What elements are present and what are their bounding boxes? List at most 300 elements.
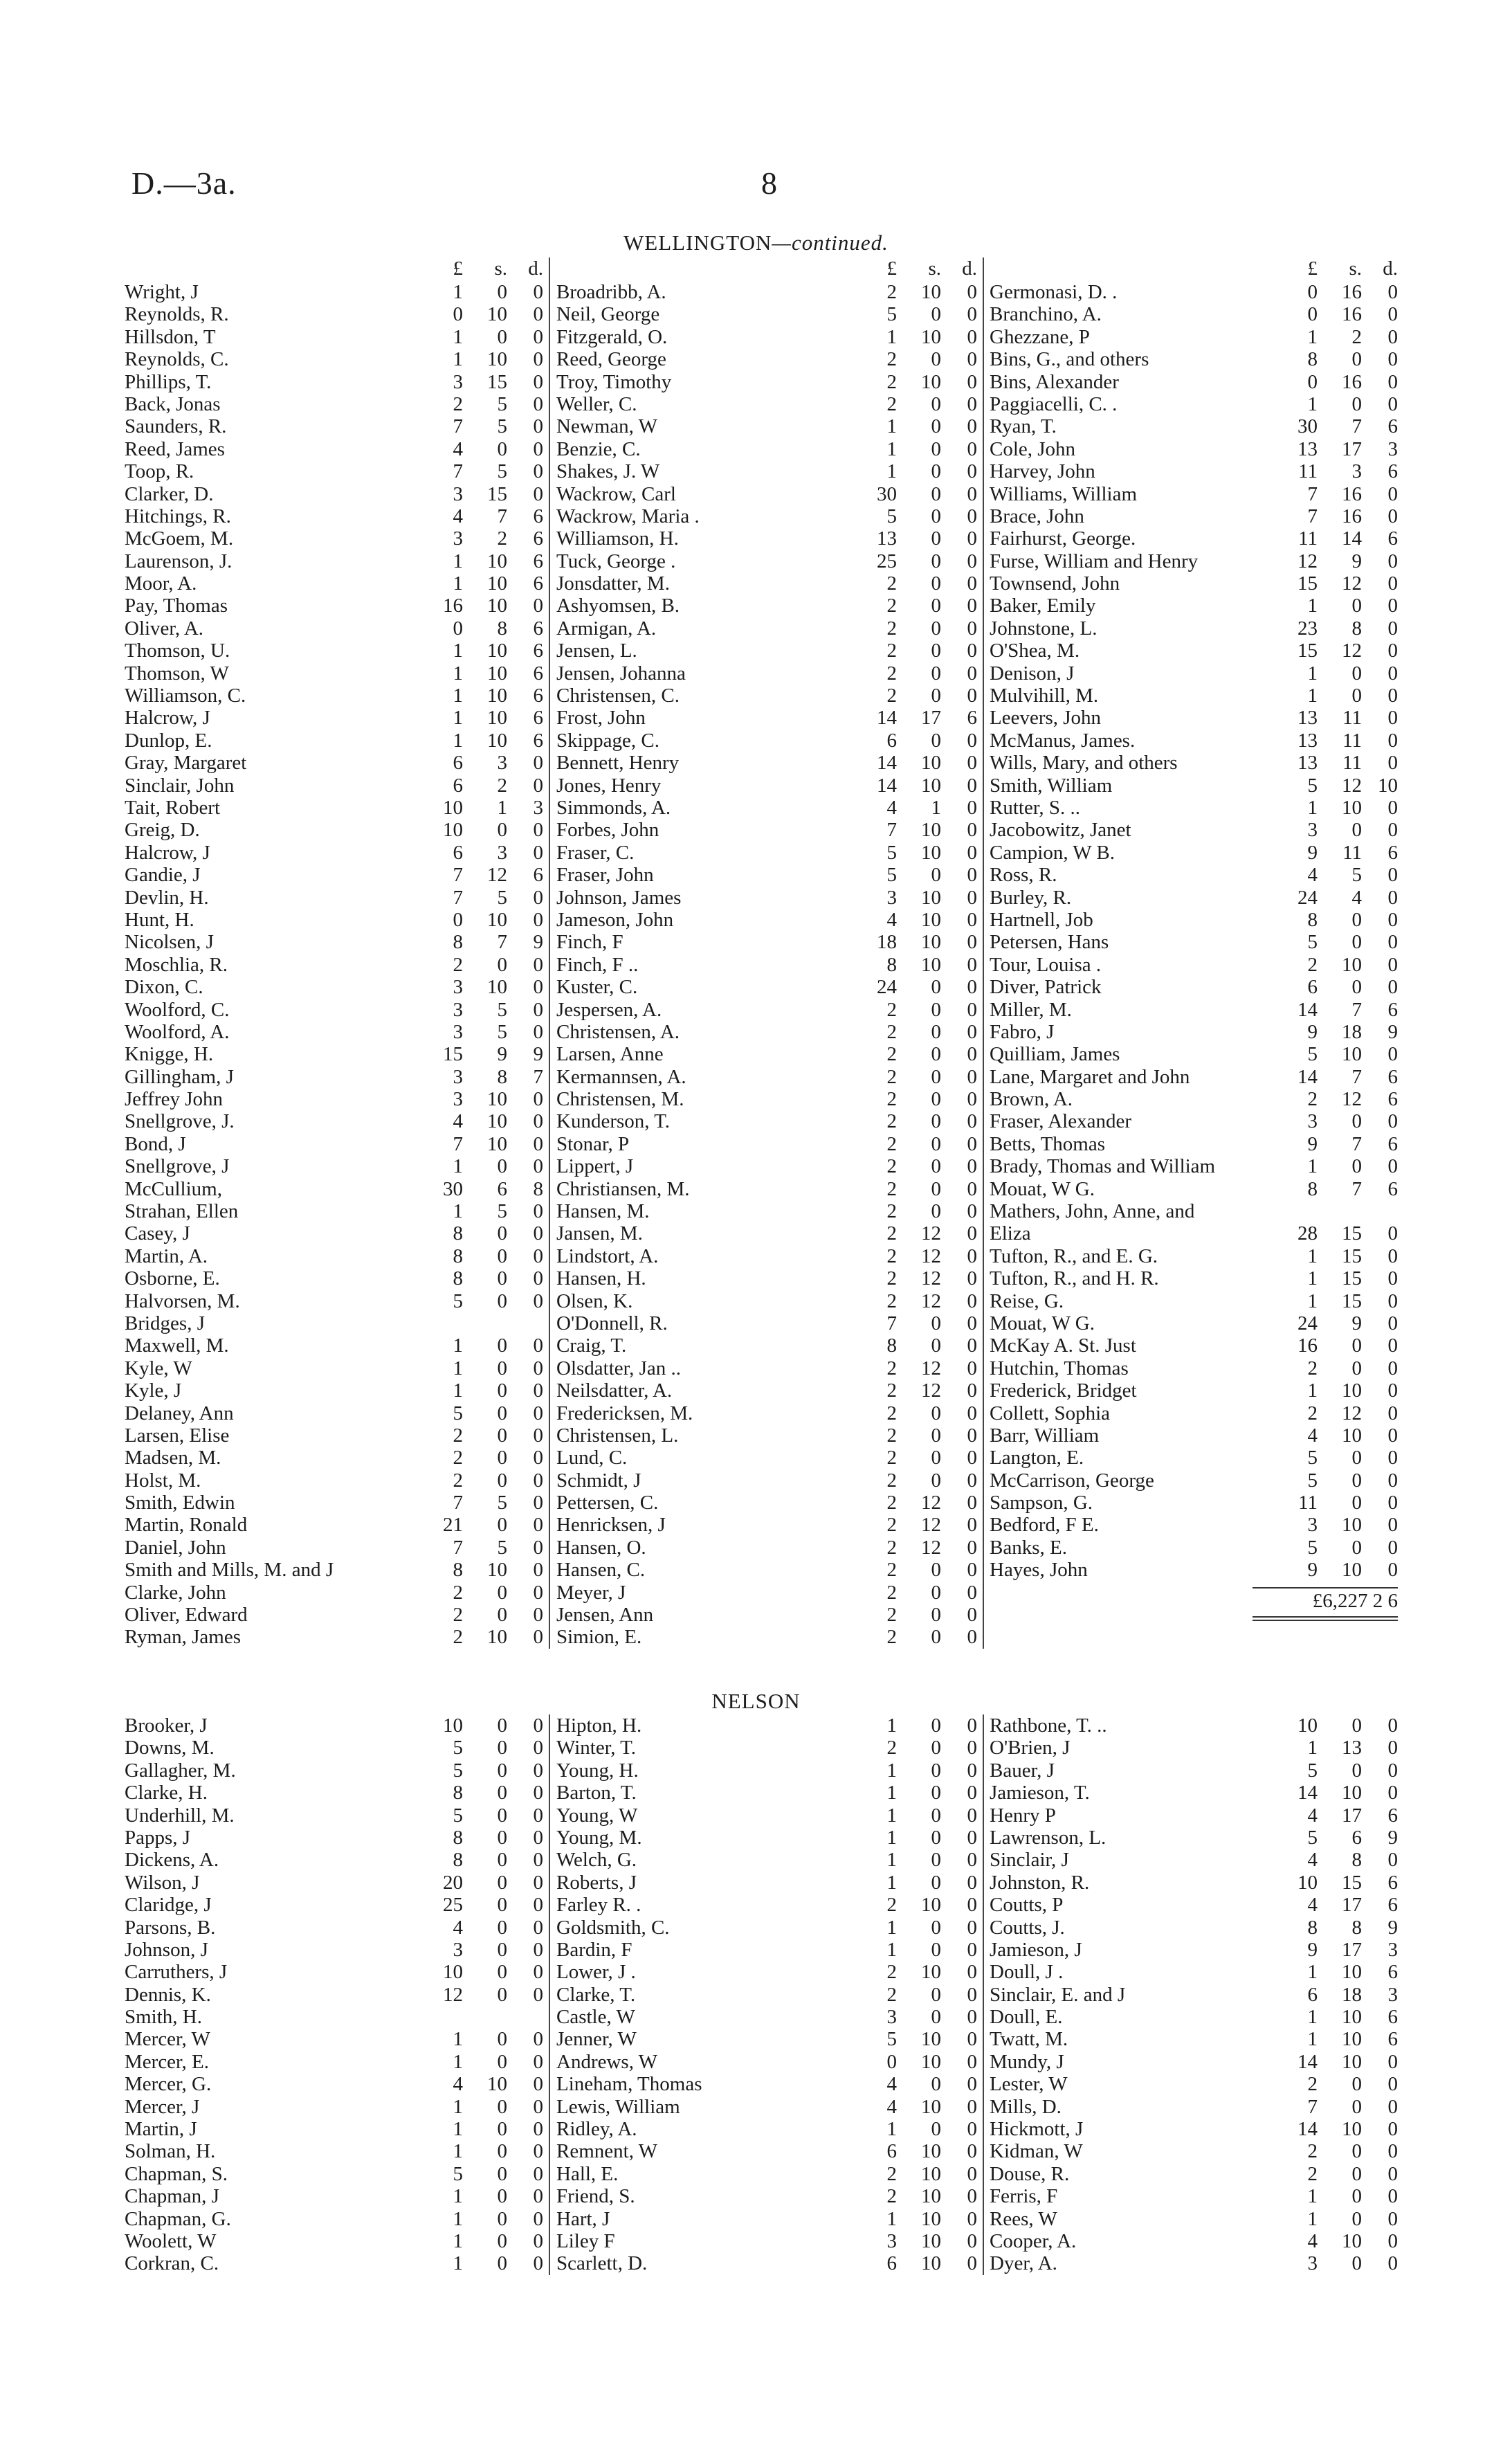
cell-pence: 0 — [1387, 1379, 1398, 1402]
cell-name: Smith, William — [990, 774, 1113, 797]
cell-pence: 0 — [533, 1424, 543, 1447]
cell-pence: 0 — [1387, 752, 1398, 775]
cell-pence: 0 — [967, 505, 977, 527]
cell-pence: 6 — [533, 527, 543, 550]
table-row — [556, 954, 977, 976]
cell-pounds: 1 — [1307, 2207, 1318, 2230]
cell-shillings: 17 — [1342, 437, 1362, 460]
cell-pounds: 1 — [1307, 1737, 1318, 1759]
cell-pence: 0 — [533, 1871, 543, 1894]
cell-pounds: 3 — [886, 886, 897, 909]
cell-shillings: 16 — [1342, 281, 1362, 303]
cell-shillings: 0 — [1351, 1714, 1362, 1737]
table-row — [125, 976, 543, 998]
cell-shillings: 9 — [497, 1043, 507, 1066]
cell-shillings: 0 — [931, 729, 941, 752]
cell-pounds: 15 — [1297, 572, 1318, 595]
unit-d: d. — [1383, 257, 1398, 280]
cell-shillings: 0 — [931, 1402, 941, 1424]
section-title-nelson — [0, 1689, 1512, 1714]
table-row — [556, 1514, 977, 1536]
cell-pence: 0 — [1387, 572, 1398, 595]
cell-name: Underhill, M. — [125, 1804, 235, 1827]
cell-pence: 0 — [967, 1604, 977, 1627]
table-row — [125, 1559, 543, 1581]
cell-shillings: 10 — [921, 2095, 941, 2118]
cell-shillings: 0 — [497, 1469, 507, 1492]
cell-pence: 0 — [967, 2229, 977, 2252]
cell-shillings: 0 — [497, 2229, 507, 2252]
cell-name: Armigan, A. — [556, 617, 657, 640]
cell-shillings: 12 — [921, 1267, 941, 1290]
table-row — [125, 999, 543, 1021]
cell-name: Kunderson, T. — [556, 1110, 671, 1133]
cell-name: Mercer, J — [125, 2095, 200, 2118]
table-row — [990, 595, 1398, 617]
cell-pounds: 1 — [1307, 662, 1318, 685]
table-row — [556, 1537, 977, 1559]
cell-pence: 0 — [967, 796, 977, 819]
cell-pounds: 2 — [1307, 2162, 1318, 2185]
cell-shillings: 0 — [931, 1737, 941, 1759]
cell-pounds: 1 — [886, 1759, 897, 1782]
cell-name: Saunders, R. — [125, 415, 227, 438]
cell-shillings: 0 — [497, 1916, 507, 1939]
cell-shillings: 0 — [931, 1469, 941, 1492]
cell-shillings: 0 — [497, 2185, 507, 2208]
cell-pence: 0 — [533, 998, 543, 1021]
cell-pence: 0 — [967, 617, 977, 640]
cell-name: Denison, J — [990, 662, 1075, 685]
cell-name: Ridley, A. — [556, 2118, 637, 2141]
table-row — [556, 483, 977, 505]
cell-name: Stonar, P — [556, 1132, 630, 1155]
cell-name: Twatt, M. — [990, 2028, 1068, 2051]
table-row — [990, 438, 1398, 460]
cell-pence: 0 — [967, 2073, 977, 2096]
table-row — [556, 976, 977, 998]
cell-pence: 0 — [967, 550, 977, 572]
cell-name: Martin, A. — [125, 1244, 208, 1267]
cell-pounds: 6 — [886, 729, 897, 752]
unit-p: £ — [453, 257, 463, 280]
cell-name: Fredericksen, M. — [556, 1402, 693, 1424]
cell-pence: 0 — [967, 2095, 977, 2118]
cell-pence: 6 — [1387, 460, 1398, 483]
cell-pounds: 0 — [453, 908, 463, 931]
cell-pounds: 1 — [453, 662, 463, 685]
table-row — [556, 1222, 977, 1244]
cell-shillings: 10 — [1342, 2050, 1362, 2073]
cell-pence: 0 — [533, 1110, 543, 1133]
table-row — [125, 1357, 543, 1379]
cell-pence: 0 — [533, 1379, 543, 1402]
cell-pence: 6 — [1387, 1088, 1398, 1111]
cell-name: Williamson, H. — [556, 527, 679, 550]
cell-shillings: 12 — [921, 1492, 941, 1514]
cell-shillings: 10 — [487, 1132, 507, 1155]
table-row — [556, 1447, 977, 1469]
table-row — [990, 1737, 1398, 1759]
cell-shillings: 0 — [931, 1849, 941, 1872]
cell-shillings: 0 — [931, 437, 941, 460]
table-row — [125, 1088, 543, 1110]
table-row — [125, 438, 543, 460]
cell-pence: 0 — [967, 1402, 977, 1424]
cell-name: Diver, Patrick — [990, 976, 1102, 999]
cell-name: Johnstone, L. — [990, 617, 1097, 640]
cell-shillings: 16 — [1342, 370, 1362, 393]
cell-name: Coutts, P — [990, 1894, 1064, 1917]
table-row — [125, 2096, 543, 2118]
cell-pounds: 3 — [1307, 2252, 1318, 2275]
cell-pounds: 2 — [886, 370, 897, 393]
cell-pence: 0 — [967, 1020, 977, 1043]
cell-shillings: 5 — [497, 1200, 507, 1223]
cell-shillings: 0 — [497, 953, 507, 976]
cell-pence: 0 — [1387, 1492, 1398, 1514]
table-row — [990, 1714, 1398, 1737]
cell-pounds: 6 — [886, 2252, 897, 2275]
cell-pence: 0 — [1387, 1244, 1398, 1267]
table-row — [125, 1917, 543, 1939]
cell-shillings: 0 — [931, 1020, 941, 1043]
cell-pounds: 1 — [453, 2095, 463, 2118]
cell-pence: 6 — [1387, 1065, 1398, 1088]
cell-pounds: 14 — [877, 774, 897, 797]
cell-name: Snellgrove, J. — [125, 1110, 235, 1133]
cell-name: Hansen, M. — [556, 1200, 650, 1223]
table-row — [990, 842, 1398, 864]
cell-shillings: 10 — [1342, 2229, 1362, 2252]
cell-shillings: 0 — [931, 1200, 941, 1223]
cell-pence: 0 — [967, 685, 977, 707]
cell-pence: 0 — [967, 325, 977, 348]
table-row — [125, 326, 543, 348]
cell-pounds: 2 — [886, 1961, 897, 1984]
cell-name: Skippage, C. — [556, 729, 660, 752]
cell-pounds: 16 — [1297, 1334, 1318, 1357]
table-row — [990, 1894, 1398, 1916]
cell-shillings: 0 — [497, 2028, 507, 2051]
cell-shillings: 0 — [1351, 931, 1362, 954]
cell-pence: 0 — [967, 1871, 977, 1894]
table-row — [556, 2252, 977, 2274]
table-row — [990, 1379, 1398, 1402]
table-row — [556, 550, 977, 572]
cell-shillings: 0 — [931, 1312, 941, 1334]
cell-name: Halcrow, J — [125, 841, 210, 864]
table-row — [125, 1827, 543, 1849]
cell-pence: 0 — [1387, 886, 1398, 909]
table-row — [556, 887, 977, 909]
cell-shillings: 0 — [931, 976, 941, 999]
cell-shillings: 0 — [931, 2118, 941, 2141]
cell-shillings: 18 — [1342, 1983, 1362, 2006]
cell-pence: 0 — [533, 1826, 543, 1849]
table-row — [556, 1917, 977, 1939]
table-row — [990, 797, 1398, 819]
table-row — [556, 1155, 977, 1177]
cell-shillings: 0 — [497, 1447, 507, 1469]
cell-name: Jones, Henry — [556, 774, 662, 797]
cell-name: Dixon, C. — [125, 976, 203, 999]
cell-pounds: 1 — [453, 2207, 463, 2230]
cell-name: Lawrenson, L. — [990, 1826, 1106, 1849]
table-row — [125, 797, 543, 819]
cell-name: Mercer, G. — [125, 2073, 212, 2096]
cell-pounds: 15 — [443, 1043, 463, 1066]
cell-pence: 3 — [1387, 437, 1398, 460]
table-row — [125, 1334, 543, 1357]
cell-pounds: 2 — [453, 392, 463, 415]
cell-pence: 0 — [967, 729, 977, 752]
column-3 — [990, 257, 1398, 1618]
cell-shillings: 17 — [1342, 1804, 1362, 1827]
cell-shillings: 0 — [931, 505, 941, 527]
cell-pence: 0 — [967, 1155, 977, 1178]
cell-name: Betts, Thomas — [990, 1132, 1106, 1155]
table-row — [990, 909, 1398, 931]
cell-pence: 0 — [1387, 1536, 1398, 1559]
cell-pence: 0 — [967, 2162, 977, 2185]
cell-name: Dickens, A. — [125, 1849, 219, 1872]
cell-pounds: 1 — [1307, 685, 1318, 707]
cell-pounds: 1 — [886, 1916, 897, 1939]
cell-shillings: 12 — [1342, 1088, 1362, 1111]
table-row — [556, 326, 977, 348]
cell-pence: 0 — [1387, 2207, 1398, 2230]
cell-name: Larsen, Elise — [125, 1424, 230, 1447]
cell-pence: 0 — [1387, 1334, 1398, 1357]
cell-pounds: 2 — [1307, 2140, 1318, 2163]
cell-name: Lund, C. — [556, 1447, 628, 1469]
cell-pence: 0 — [533, 1267, 543, 1290]
cell-pence: 0 — [967, 1110, 977, 1133]
cell-name: Wills, Mary, and others — [990, 752, 1178, 775]
unit-s: s. — [928, 257, 941, 280]
cell-name: Fraser, Alexander — [990, 1110, 1131, 1133]
cell-shillings: 0 — [497, 437, 507, 460]
cell-pence: 0 — [967, 2207, 977, 2230]
cell-name: Mouat, W G. — [990, 1177, 1095, 1200]
cell-pounds: 20 — [443, 1871, 463, 1894]
cell-name: O'Shea, M. — [990, 640, 1080, 662]
cell-pounds: 1 — [453, 1379, 463, 1402]
cell-pence: 0 — [533, 1983, 543, 2006]
cell-name: Cooper, A. — [990, 2229, 1077, 2252]
cell-shillings: 17 — [921, 707, 941, 730]
cell-shillings: 0 — [1351, 2140, 1362, 2163]
cell-shillings: 1 — [931, 796, 941, 819]
cell-pounds: 8 — [1307, 348, 1318, 371]
table-row — [990, 1066, 1398, 1088]
cell-pounds: 8 — [886, 1334, 897, 1357]
cell-name: Simion, E. — [556, 1626, 642, 1649]
cell-name: Bauer, J — [990, 1759, 1055, 1782]
cell-pence: 0 — [533, 841, 543, 864]
cell-shillings: 10 — [921, 2028, 941, 2051]
cell-name: Bins, G., and others — [990, 348, 1149, 371]
cell-pence: 6 — [1387, 998, 1398, 1021]
table-row — [990, 1312, 1398, 1334]
cell-pence: 0 — [967, 1983, 977, 2006]
cell-shillings: 12 — [921, 1222, 941, 1245]
cell-name: Ashyomsen, B. — [556, 595, 680, 617]
cell-shillings: 10 — [921, 2252, 941, 2275]
cell-pounds: 14 — [1297, 1065, 1318, 1088]
cell-shillings: 7 — [1351, 1065, 1362, 1088]
cell-name: Dennis, K. — [125, 1983, 211, 2006]
table-row — [125, 819, 543, 841]
cell-name: Johnson, James — [556, 886, 682, 909]
cell-pence: 0 — [967, 1289, 977, 1312]
column-3 — [990, 1714, 1398, 2275]
cell-pence: 0 — [1387, 2118, 1398, 2141]
cell-name: Larsen, Anne — [556, 1043, 664, 1066]
table-row — [556, 1379, 977, 1402]
cell-pence: 6 — [1387, 1871, 1398, 1894]
cell-pence: 0 — [1387, 370, 1398, 393]
cell-pounds: 5 — [886, 505, 897, 527]
cell-name: Tait, Robert — [125, 796, 221, 819]
cell-pounds: 5 — [453, 1402, 463, 1424]
cell-pounds: 8 — [453, 1826, 463, 1849]
cell-pounds: 1 — [1307, 392, 1318, 415]
cell-shillings: 1 — [497, 796, 507, 819]
cell-pounds: 1 — [886, 1938, 897, 1961]
cell-shillings: 10 — [487, 976, 507, 999]
table-row — [556, 1290, 977, 1312]
cell-pence: 0 — [1387, 2229, 1398, 2252]
cell-pence: 0 — [533, 2095, 543, 2118]
table-row — [125, 2208, 543, 2230]
cell-shillings: 10 — [487, 2073, 507, 2096]
cell-name: Meyer, J — [556, 1581, 626, 1604]
cell-name: Carruthers, J — [125, 1961, 228, 1984]
cell-pounds: 1 — [886, 1714, 897, 1737]
cell-shillings: 10 — [921, 2162, 941, 2185]
table-row — [125, 842, 543, 864]
cell-pounds: 2 — [886, 1469, 897, 1492]
cell-shillings: 12 — [1342, 774, 1362, 797]
table-row — [990, 460, 1398, 482]
cell-shillings: 5 — [497, 1536, 507, 1559]
cell-shillings: 10 — [921, 281, 941, 303]
cell-name: Mundy, J — [990, 2050, 1064, 2073]
cell-name: Farley R. . — [556, 1894, 641, 1917]
cell-shillings: 0 — [931, 1782, 941, 1804]
cell-name: Finch, F .. — [556, 953, 639, 976]
cell-name: Tufton, R., and E. G. — [990, 1244, 1158, 1267]
cell-pounds: 1 — [453, 640, 463, 662]
cell-name: Hillsdon, T — [125, 325, 216, 348]
cell-pounds: 0 — [1307, 303, 1318, 326]
cell-name: Gallagher, M. — [125, 1759, 236, 1782]
cell-pence: 0 — [533, 1334, 543, 1357]
table-row — [125, 1537, 543, 1559]
cell-shillings: 0 — [931, 1826, 941, 1849]
cell-pence: 0 — [533, 1088, 543, 1111]
cell-name: Holst, M. — [125, 1469, 201, 1492]
cell-name: Reed, George — [556, 348, 666, 371]
cell-pence: 0 — [1387, 303, 1398, 326]
table-row — [990, 1849, 1398, 1871]
table-row — [990, 1267, 1398, 1289]
cell-pence: 0 — [533, 1536, 543, 1559]
cell-pounds: 2 — [886, 1132, 897, 1155]
cell-shillings: 0 — [931, 1604, 941, 1627]
cell-pence: 0 — [1387, 325, 1398, 348]
table-row — [125, 2252, 543, 2274]
cell-shillings: 4 — [1351, 886, 1362, 909]
cell-pounds: 12 — [1297, 550, 1318, 572]
cell-name: Tour, Louisa . — [990, 953, 1102, 976]
cell-pounds: 9 — [1307, 1020, 1318, 1043]
cell-pounds: 1 — [453, 348, 463, 371]
cell-pence: 0 — [533, 2207, 543, 2230]
table-row — [990, 1492, 1398, 1514]
cell-pounds: 5 — [886, 864, 897, 887]
cell-pence: 0 — [967, 1065, 977, 1088]
table-row — [125, 572, 543, 595]
table-row — [990, 2185, 1398, 2207]
table-row — [990, 887, 1398, 909]
table-row — [556, 1737, 977, 1759]
cell-name: McKay A. St. Just — [990, 1334, 1136, 1357]
cell-shillings: 10 — [921, 1894, 941, 1917]
cell-shillings: 10 — [921, 886, 941, 909]
table-row — [990, 1961, 1398, 1983]
cell-name: Jeffrey John — [125, 1088, 224, 1111]
cell-pounds: 5 — [1307, 1447, 1318, 1469]
cell-pounds: 3 — [453, 482, 463, 505]
table-row — [990, 1133, 1398, 1155]
cell-shillings: 0 — [1351, 1492, 1362, 1514]
cell-pounds: 4 — [1307, 864, 1318, 887]
cell-pence: 0 — [533, 281, 543, 303]
cell-pence: 0 — [967, 819, 977, 842]
nelson-table — [125, 1714, 1398, 2324]
cell-pence: 0 — [533, 595, 543, 617]
table-row — [990, 303, 1398, 325]
table-row — [990, 2252, 1398, 2274]
cell-pounds: 2 — [886, 2162, 897, 2185]
cell-name: Reise, G. — [990, 1289, 1064, 1312]
cell-shillings: 0 — [1351, 348, 1362, 371]
cell-pence: 0 — [533, 1357, 543, 1379]
cell-pounds: 24 — [1297, 1312, 1318, 1334]
cell-pence: 0 — [533, 1447, 543, 1469]
table-row — [125, 954, 543, 976]
cell-name: Christensen, L. — [556, 1424, 679, 1447]
cell-name: Martin, J — [125, 2118, 197, 2141]
total-rule-top — [1253, 1587, 1398, 1588]
cell-shillings: 0 — [931, 617, 941, 640]
cell-name: Jespersen, A. — [556, 998, 662, 1021]
table-row — [556, 527, 977, 550]
cell-name: Mills, D. — [990, 2095, 1062, 2118]
cell-pounds: 28 — [1297, 1222, 1318, 1245]
cell-pounds: 2 — [1307, 1357, 1318, 1379]
cell-pence: 0 — [533, 482, 543, 505]
cell-pounds: 2 — [886, 998, 897, 1021]
cell-shillings: 0 — [1351, 1357, 1362, 1379]
cell-pence: 0 — [967, 1961, 977, 1984]
cell-name: Jacobowitz, Janet — [990, 819, 1131, 842]
cell-name: Miller, M. — [990, 998, 1072, 1021]
table-row — [556, 864, 977, 886]
